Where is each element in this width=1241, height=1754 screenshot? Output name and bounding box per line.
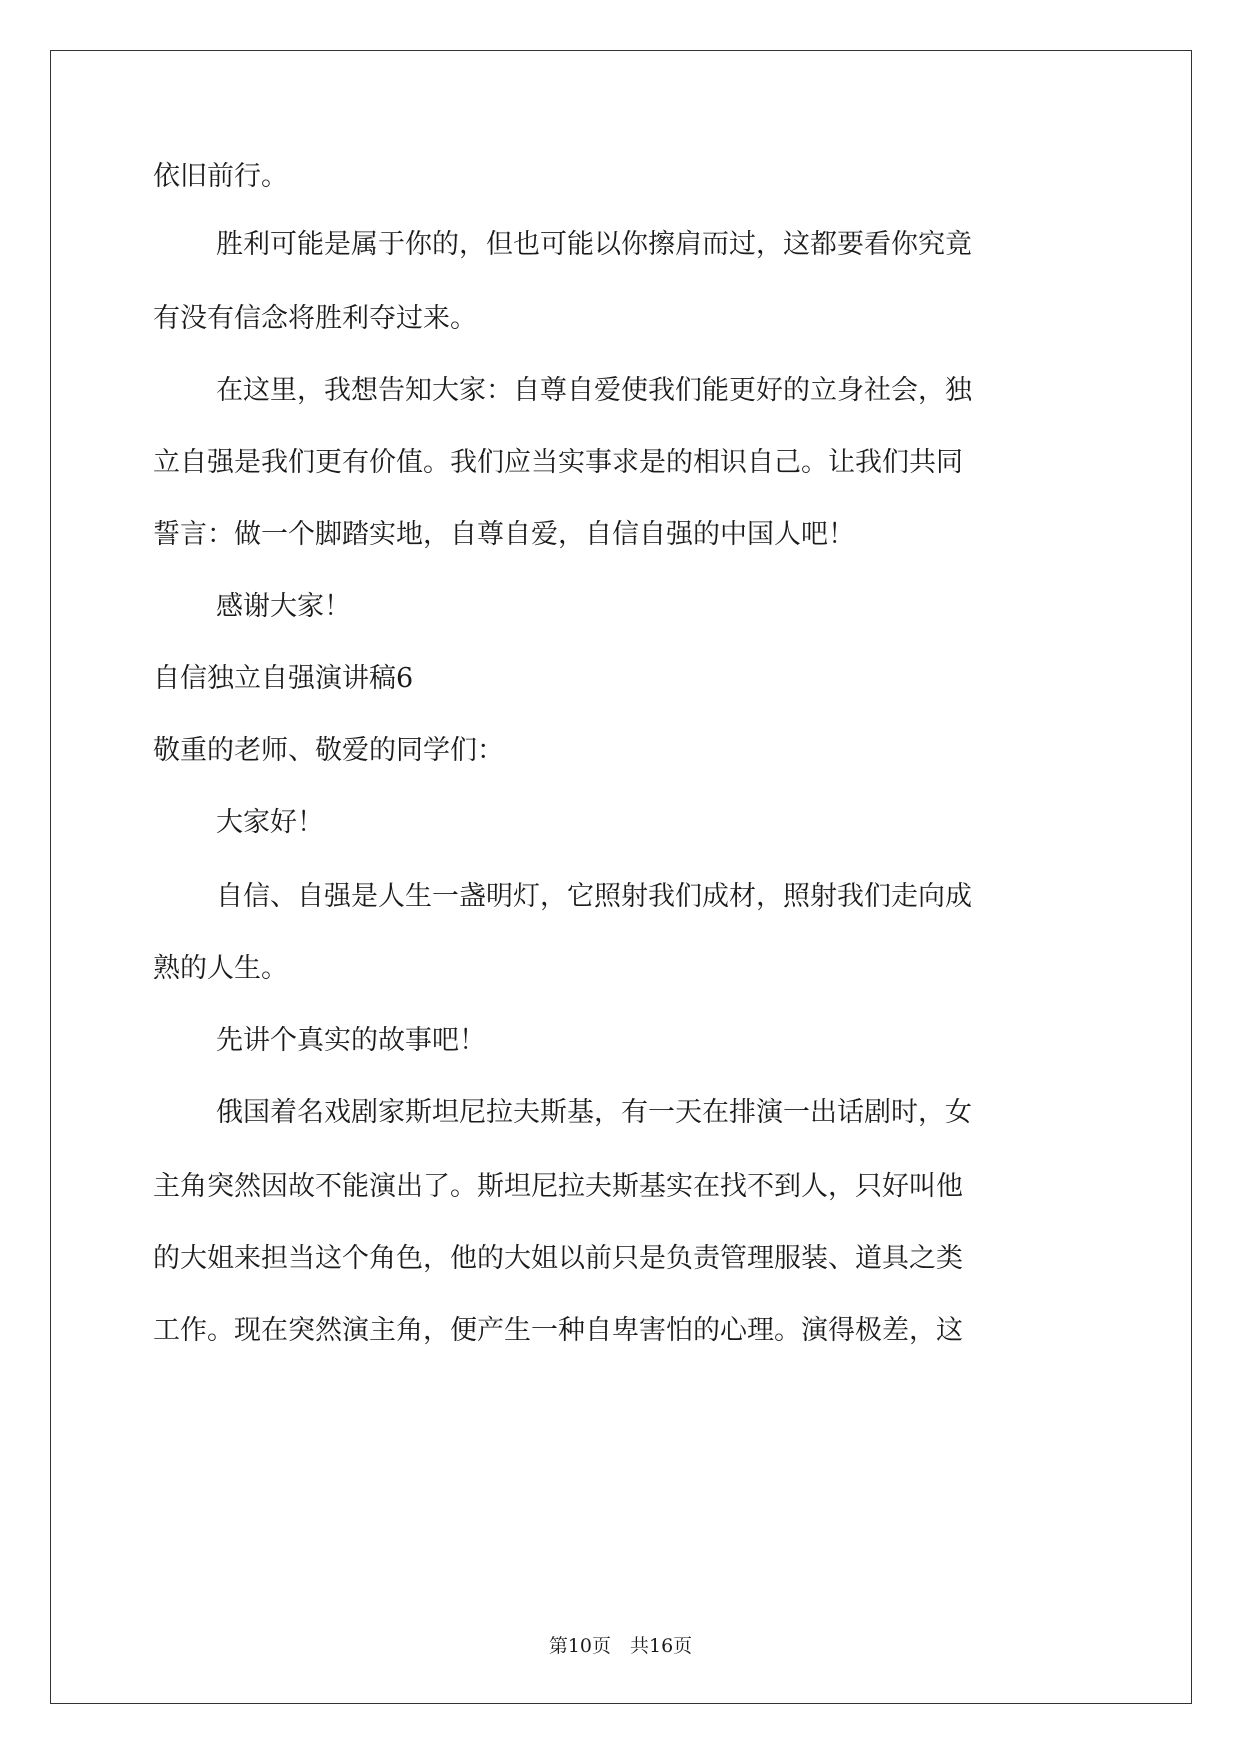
paragraph-line: 誓言：做一个脚踏实地，自尊自爱，自信自强的中国人吧！ [153,519,855,550]
paragraph-line: 的大姐来担当这个角色，他的大姐以前只是负责管理服装、道具之类 [153,1243,963,1274]
paragraph-line: 主角突然因故不能演出了。斯坦尼拉夫斯基实在找不到人，只好叫他 [153,1171,963,1202]
paragraph-line: 有没有信念将胜利夺过来。 [153,303,477,334]
paragraph-line: 俄国着名戏剧家斯坦尼拉夫斯基，有一天在排演一出话剧时，女 [216,1097,972,1128]
salutation-line: 敬重的老师、敬爱的同学们： [153,735,504,766]
paragraph-line: 在这里，我想告知大家：自尊自爱使我们能更好的立身社会，独 [216,375,972,406]
paragraph-line: 先讲个真实的故事吧！ [216,1025,486,1056]
paragraph-line: 依旧前行。 [153,161,288,192]
paragraph-line: 自信、自强是人生一盏明灯，它照射我们成材，照射我们走向成 [216,881,972,912]
paragraph-line: 感谢大家！ [216,591,351,622]
greeting-line: 大家好！ [216,807,324,838]
paragraph-line: 胜利可能是属于你的，但也可能以你擦肩而过，这都要看你究竟 [216,229,972,260]
paragraph-line: 熟的人生。 [153,953,288,984]
section-heading: 自信独立自强演讲稿6 [153,663,414,694]
page-number-footer: 第10页 共16页 [548,1635,693,1657]
paragraph-line: 立自强是我们更有价值。我们应当实事求是的相识自己。让我们共同 [153,447,963,478]
paragraph-line: 工作。现在突然演主角，便产生一种自卑害怕的心理。演得极差，这 [153,1315,963,1346]
